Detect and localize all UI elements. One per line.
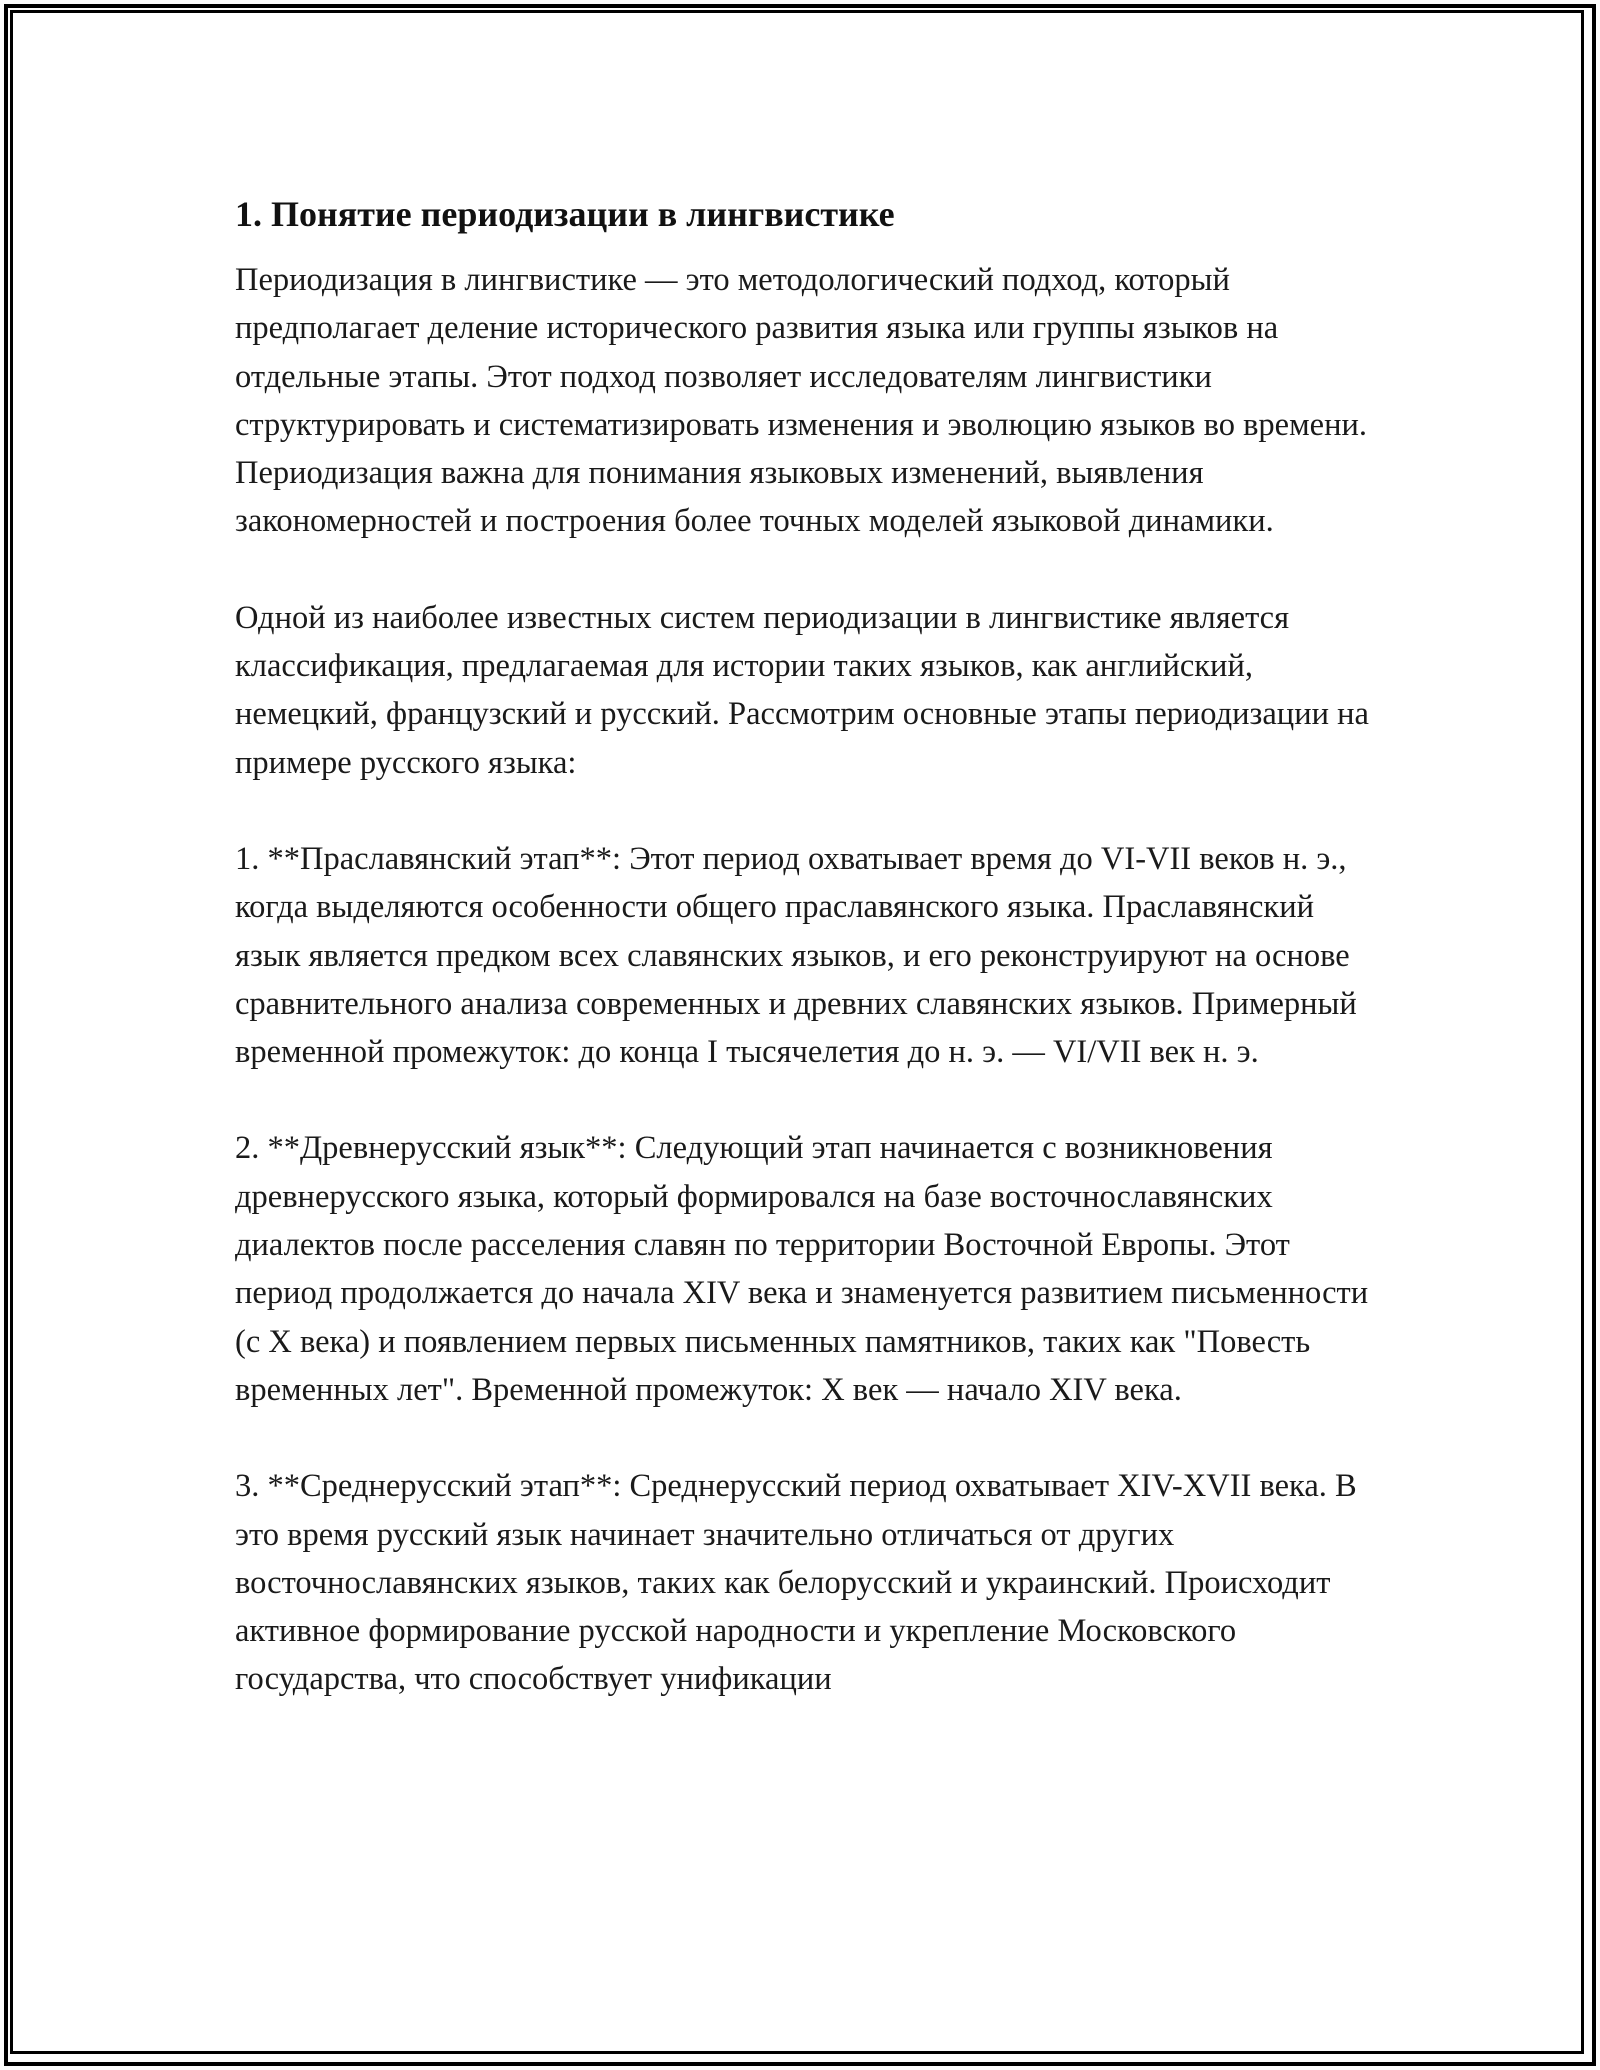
paragraph-intro: Периодизация в лингвистике — это методологический подход, который предполагает деление исторического развития языка или группы языков на отдельные этапы. Этот подход позволяет исследователям лингвистики структурировать и систематизировать изменения и эволюцию языков во времени. Периодизация важна для понимания языковых изменений, выявления закономерностей и построения более точных моделей языковой динамики. bbox=[235, 262, 1368, 540]
list-item-old-russian: 2. **Древнерусский язык**: Следующий этап начинается с возникновения древнерусского языка, который формировался на базе восточнославянских диалектов после расселения славян по территории Восточной Европы. Этот период продолжается до начала XIV века и знаменуется развитием письменности (с X века) и появлением первых письменных памятников, таких как "Повесть временных лет". Временной промежуток: X век — начало XIV века. bbox=[235, 1130, 1369, 1408]
list-item-proto-slavic: 1. **Праславянский этап**: Этот период охватывает время до VI-VII веков н. э., когда выделяются особенности общего праславянского языка. Праславянский язык является предком всех славянских языков, и его реконструируют на основе сравнительного анализа современных и древних славянских языков. Примерный временной промежуток: до конца I тысячелетия до н. э. — VI/VII век н. э. bbox=[235, 840, 1357, 1071]
paragraph-classification: Одной из наиболее известных систем периодизации в лингвистике является классификация, предлагаемая для истории таких языков, как английский, немецкий, французский и русский. Рассмотрим основные этапы периодизации на примере русского языка: bbox=[235, 599, 1369, 781]
document-body bbox=[235, 190, 1370, 1752]
list-item-middle-russian: 3. **Среднерусский этап**: Среднерусский период охватывает XIV-XVII века. В это время русский язык начинает значительно отличаться от других восточнославянских языков, таких как белорусский и украинский. Происходит активное формирование русской народности и укрепление Московского государства, что способствует унификации bbox=[235, 1468, 1357, 1698]
section-heading: 1. Понятие периодизации в лингвистике bbox=[235, 194, 895, 234]
